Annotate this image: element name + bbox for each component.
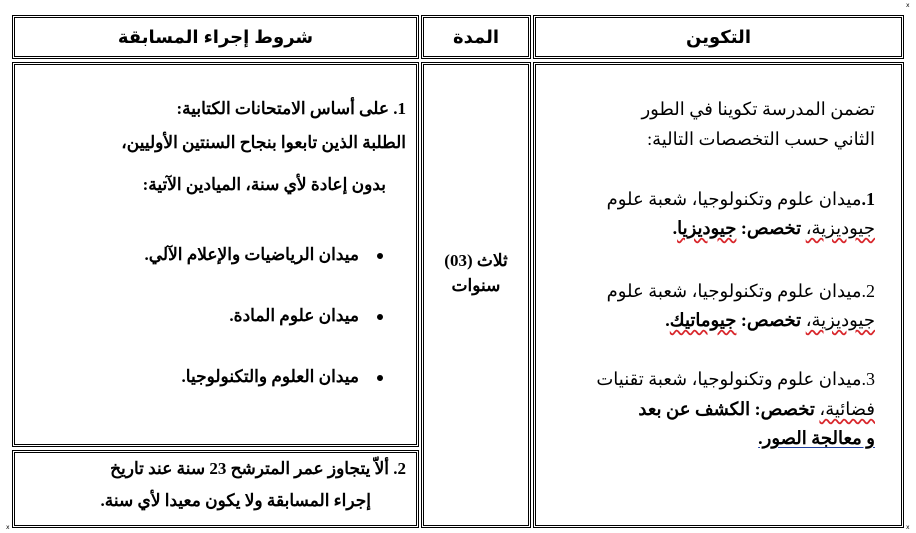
- spec3-label: تخصص:: [754, 399, 815, 419]
- spec2-branch: جيوديزية،: [805, 310, 875, 330]
- spec1-number: 1.: [861, 189, 875, 209]
- bullet-icon: [377, 314, 383, 320]
- spec3-line2: [638, 399, 875, 420]
- corner-mark: x: [906, 2, 910, 9]
- spec2-line2: جيوديزية، تخصص: جيوماتيك.: [665, 310, 875, 330]
- bullet-icon: [377, 253, 383, 259]
- header-training-cell: [533, 15, 904, 59]
- conditions-cell: [12, 62, 419, 447]
- conditions-item1-line2: الطلبة الذين تابعوا بنجاح السنتين الأوليين،: [121, 133, 406, 152]
- duration-line2: سنوات: [451, 276, 501, 295]
- training-intro-line1: تضمن المدرسة تكوينا في الطور: [641, 99, 875, 119]
- spec2-label: تخصص:: [740, 310, 802, 330]
- field-label: ميدان الرياضيات والإعلام الآلي.: [144, 245, 359, 264]
- field-label: ميدان العلوم والتكنولوجيا.: [181, 367, 359, 386]
- spec2-value: جيوماتيك: [669, 310, 737, 330]
- header-duration-cell: [421, 15, 531, 59]
- header-duration: المدة: [452, 27, 500, 47]
- corner-mark: x: [6, 524, 10, 531]
- spec1-value: جيوديزيا: [677, 218, 737, 238]
- bullet-icon: [377, 375, 383, 381]
- field-label: ميدان علوم المادة.: [229, 306, 359, 325]
- header-training: التكوين: [686, 27, 751, 47]
- spec3-line1: 3.ميدان علوم وتكنولوجيا، شعبة تقنيات: [596, 369, 875, 389]
- spec1-text: ميدان علوم وتكنولوجيا، شعبة علوم: [606, 189, 862, 209]
- header-conditions: شروط إجراء المسابقة: [117, 27, 314, 47]
- spec2-line1: 2.ميدان علوم وتكنولوجيا، شعبة علوم: [606, 281, 875, 301]
- spec3-value: الكشف عن بعد: [638, 399, 751, 419]
- spec1-label: تخصص:: [740, 218, 802, 238]
- spec3-line3: و معالجة الصور.: [758, 428, 875, 448]
- spec1-line1: [607, 189, 875, 210]
- field-item: [182, 367, 383, 387]
- conditions-item2-cell: [12, 450, 419, 528]
- conditions-item1-title: 1. على أساس الامتحانات الكتابية:: [176, 99, 406, 118]
- spec1-line2: جيوديزية، تخصص: جيوديزيا.: [672, 218, 875, 238]
- conditions-item2-line1: 2. ألاّ يتجاوز عمر المترشح 23 سنة عند تاريخ: [110, 459, 406, 478]
- spec1-branch: جيوديزية،: [805, 218, 875, 238]
- duration-cell: [421, 62, 531, 528]
- duration-line1: ثلاث (03): [444, 251, 508, 270]
- spec3-branch: فضائية،: [819, 399, 875, 419]
- corner-mark: x: [906, 524, 910, 531]
- field-item: [229, 306, 383, 326]
- training-cell: [533, 62, 904, 528]
- conditions-item2-line2: إجراء المسابقة ولا يكون معيدا لأي سنة.: [100, 491, 371, 510]
- field-item: [144, 245, 383, 265]
- header-conditions-cell: [12, 15, 419, 59]
- conditions-item1-line3: بدون إعادة لأي سنة، الميادين الآتية:: [142, 175, 386, 194]
- training-intro-line2: الثاني حسب التخصصات التالية:: [647, 129, 875, 149]
